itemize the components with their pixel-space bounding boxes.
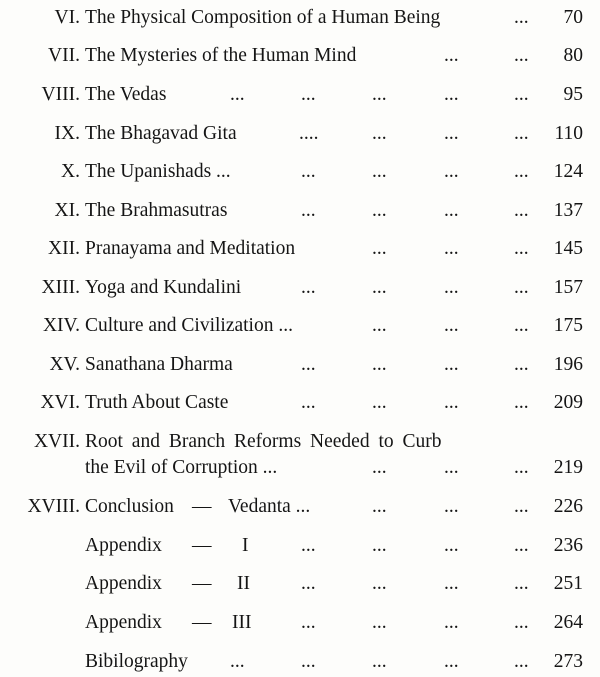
dot-leader: ... (514, 277, 529, 298)
dot-leader: ... (301, 535, 316, 556)
toc-entry (0, 119, 600, 149)
dot-leader: ... (514, 315, 529, 336)
toc-entry (0, 41, 600, 71)
dot-leader: ... (301, 161, 316, 182)
em-dash: — (192, 496, 212, 517)
em-dash: — (192, 573, 212, 594)
chapter-title: The Upanishads ... (85, 161, 231, 182)
toc-entry (0, 569, 600, 599)
toc-entry (0, 80, 600, 110)
page-number: 124 (553, 161, 583, 182)
chapter-title-line-2: the Evil of Corruption ... (85, 457, 278, 478)
page-number: 137 (553, 200, 583, 221)
dot-leader: ... (444, 354, 459, 375)
dot-leader: ... (372, 535, 387, 556)
dot-leader: ... (372, 496, 387, 517)
dot-leader: ... (514, 496, 529, 517)
dot-leader: ... (301, 573, 316, 594)
dot-leader: ... (514, 84, 529, 105)
dot-leader: ... (514, 457, 529, 478)
toc-entry (0, 492, 600, 522)
chapter-number: VI. (54, 7, 80, 28)
dot-leader: ... (514, 573, 529, 594)
chapter-number: XI. (54, 200, 80, 221)
dot-leader: ... (372, 392, 387, 413)
chapter-number: XII. (48, 238, 80, 259)
dot-leader: ... (444, 651, 459, 672)
dot-leader: ... (514, 238, 529, 259)
dot-leader: ... (372, 123, 387, 144)
appendix-title: Appendix (85, 535, 162, 556)
dot-leader: .... (299, 123, 319, 144)
chapter-title: The Mysteries of the Human Mind (85, 45, 357, 66)
chapter-title: Root and Branch Reforms Needed to Curb (85, 431, 442, 452)
chapter-number: XVIII. (27, 496, 80, 517)
appendix-number: I (242, 535, 249, 556)
dot-leader: ... (372, 315, 387, 336)
chapter-title: The Bhagavad Gita (85, 123, 237, 144)
dot-leader: ... (514, 123, 529, 144)
dot-leader: ... (444, 200, 459, 221)
dot-leader: ... (301, 392, 316, 413)
toc-entry (0, 3, 600, 33)
dot-leader: ... (372, 200, 387, 221)
chapter-number: XIII. (41, 277, 80, 298)
dot-leader: ... (301, 612, 316, 633)
dot-leader: ... (372, 651, 387, 672)
toc-entry (0, 388, 600, 418)
page-number: 80 (563, 45, 583, 66)
chapter-number: XV. (49, 354, 80, 375)
dot-leader: ... (372, 84, 387, 105)
dot-leader: ... (514, 161, 529, 182)
dot-leader: ... (444, 161, 459, 182)
chapter-title: Pranayama and Meditation (85, 238, 296, 259)
page-number: 145 (553, 238, 583, 259)
toc-entry (0, 531, 600, 561)
chapter-number: VIII. (41, 84, 80, 105)
toc-entry (0, 273, 600, 303)
chapter-number: VII. (48, 45, 80, 66)
dot-leader: ... (230, 84, 245, 105)
dot-leader: ... (372, 277, 387, 298)
chapter-title: Conclusion (85, 496, 174, 517)
page-number: 236 (553, 535, 583, 556)
em-dash: — (192, 535, 212, 556)
page-number: 251 (553, 573, 583, 594)
dot-leader: ... (444, 496, 459, 517)
toc-entry (0, 196, 600, 226)
page-number: 157 (553, 277, 583, 298)
page-number: 209 (553, 392, 583, 413)
toc-entry (0, 157, 600, 187)
dot-leader: ... (301, 200, 316, 221)
chapter-title: The Brahmasutras (85, 200, 228, 221)
dot-leader: ... (514, 651, 529, 672)
page-number: 175 (553, 315, 583, 336)
page-number: 264 (553, 612, 583, 633)
dot-leader: ... (444, 84, 459, 105)
dot-leader: ... (301, 277, 316, 298)
page-number: 95 (563, 84, 583, 105)
dot-leader: ... (514, 392, 529, 413)
dot-leader: ... (444, 457, 459, 478)
dot-leader: ... (444, 612, 459, 633)
dot-leader: ... (444, 238, 459, 259)
dot-leader: ... (372, 573, 387, 594)
chapter-number: XIV. (42, 315, 80, 336)
dot-leader: ... (301, 84, 316, 105)
page-number: 273 (553, 651, 583, 672)
chapter-number: IX. (54, 123, 80, 144)
chapter-title: Yoga and Kundalini (85, 277, 242, 298)
appendix-title: Appendix (85, 612, 162, 633)
chapter-title: Sanathana Dharma (85, 354, 233, 375)
page-number: 219 (553, 457, 583, 478)
dot-leader: ... (514, 612, 529, 633)
page-number: 226 (553, 496, 583, 517)
dot-leader: ... (514, 535, 529, 556)
chapter-title: The Physical Composition of a Human Being (85, 7, 441, 28)
toc-entry (0, 311, 600, 341)
toc-entry (0, 234, 600, 264)
dot-leader: ... (301, 354, 316, 375)
page-number: 196 (553, 354, 583, 375)
toc-entry-continuation (0, 453, 600, 483)
toc-entry (0, 350, 600, 380)
dot-leader: ... (230, 651, 245, 672)
appendix-title: Appendix (85, 573, 162, 594)
dot-leader: ... (514, 200, 529, 221)
toc-entry (0, 608, 600, 638)
page-number: 70 (563, 7, 583, 28)
chapter-title: Truth About Caste (85, 392, 229, 413)
dot-leader: ... (444, 535, 459, 556)
dot-leader: ... (444, 573, 459, 594)
chapter-number: XVII. (33, 431, 80, 452)
dot-leader: ... (444, 277, 459, 298)
dot-leader: ... (372, 457, 387, 478)
chapter-title: Culture and Civilization ... (85, 315, 293, 336)
appendix-number: II (237, 573, 250, 594)
dot-leader: ... (372, 238, 387, 259)
dot-leader: ... (301, 651, 316, 672)
appendix-number: III (232, 612, 252, 633)
chapter-number: XVI. (40, 392, 80, 413)
dot-leader: ... (514, 7, 529, 28)
page-number: 110 (554, 123, 583, 144)
dot-leader: ... (372, 612, 387, 633)
em-dash: — (192, 612, 212, 633)
bibliography-title: Bibilography (85, 651, 188, 672)
dot-leader: ... (444, 392, 459, 413)
dot-leader: ... (444, 45, 459, 66)
dot-leader: ... (444, 123, 459, 144)
chapter-number: X. (61, 161, 80, 182)
dot-leader: ... (372, 161, 387, 182)
chapter-title: The Vedas (85, 84, 167, 105)
dot-leader: ... (514, 354, 529, 375)
chapter-subtitle: Vedanta ... (228, 496, 311, 517)
dot-leader: ... (444, 315, 459, 336)
dot-leader: ... (372, 354, 387, 375)
dot-leader: ... (514, 45, 529, 66)
